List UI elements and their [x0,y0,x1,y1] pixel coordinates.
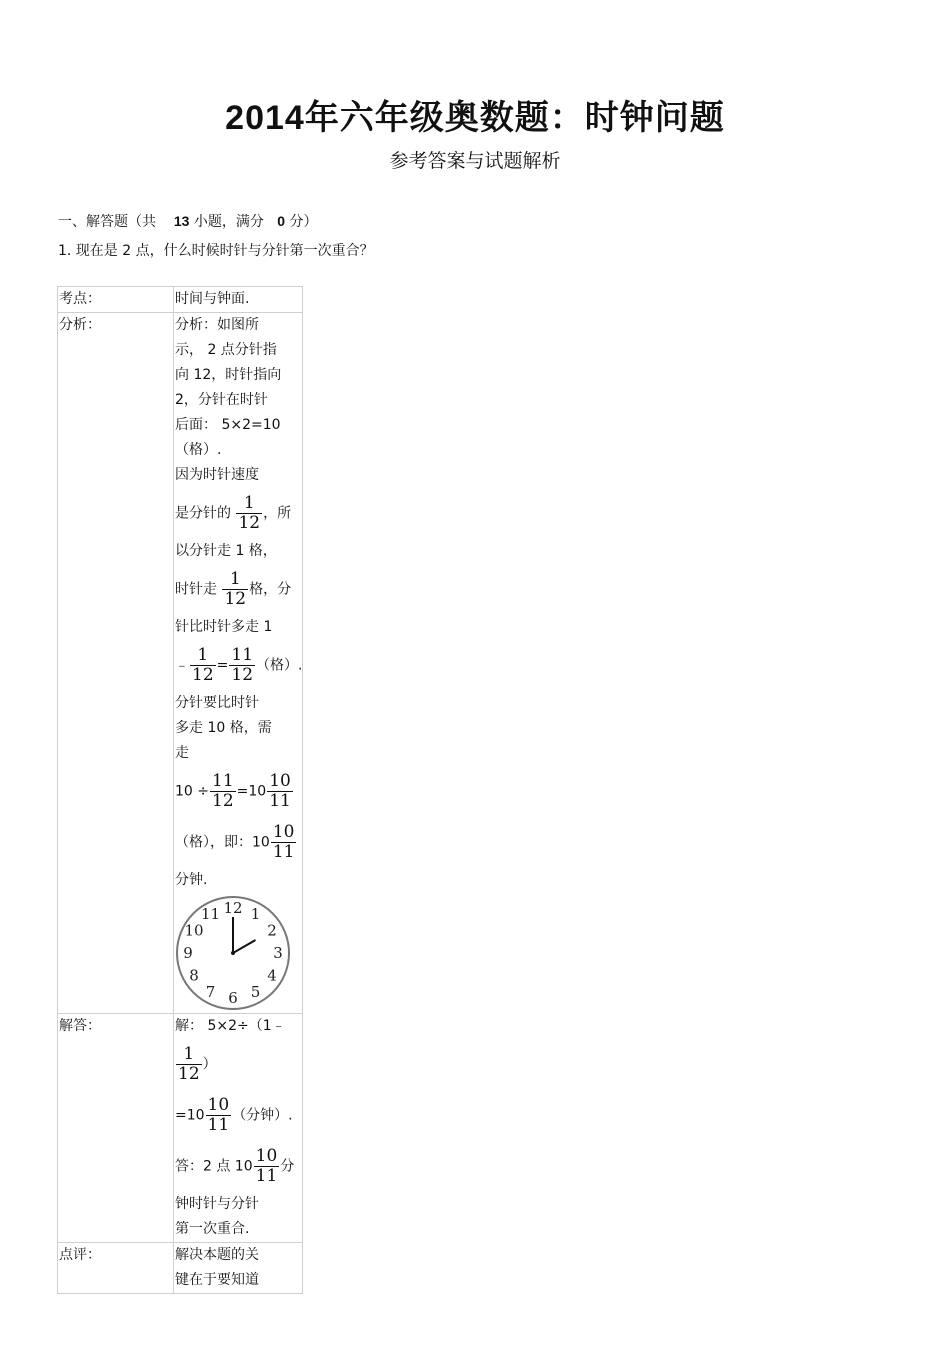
fraction-one-twelfth: $\frac{1}{12}$ [178,1044,200,1084]
analysis-line: 分针要比时针 [175,695,259,711]
section-heading: 一、解答题（共 13 小题，满分 0 分） [58,213,318,230]
analysis-line: 示， 2 点分针指 [175,342,277,358]
clock-number: 2 [267,921,277,940]
question-count: 13 [173,213,190,229]
fraction-ten-elevenths: $\frac{10}{11}$ [269,771,291,811]
analysis-line: 走 [175,745,189,761]
title-text: 年六年级奥数题：时钟问题 [304,98,725,138]
fraction-ten-elevenths: $\frac{10}{11}$ [207,1095,230,1135]
solution-line: 第一次重合. [175,1221,250,1237]
value-fenxi [174,313,303,1014]
analysis-line: 以分针走 1 格， [175,543,277,559]
comment-line: 键在于要知道 [175,1272,259,1288]
clock-number: 7 [205,983,216,1001]
clock-number: 5 [250,983,261,1001]
analysis-line: 时针走 $\frac{1}{12}$ 格，分 [175,569,292,609]
analysis-line: （格）. [175,442,222,458]
analysis-line: 2，分针在时针 [175,392,268,408]
label-fenxi: 分析： [58,313,174,1014]
row-fenxi [58,313,303,1014]
analysis-line: ﹣ $\frac{1}{12}$ = $\frac{11}{12}$ （格）. [175,645,303,685]
analysis-line: （格），即：10 $\frac{10}{11}$ [175,822,295,862]
page-title [0,90,950,139]
solution-line: $\frac{1}{12}$ ） [178,1044,217,1084]
value-dianping [174,1243,303,1294]
clock-center [231,951,235,955]
title-year: 2014 [225,99,305,137]
analysis-line: 多走 10 格，需 [175,720,272,736]
solution-line: 解： 5×2÷（1﹣ [175,1018,286,1034]
clock-number: 12 [223,899,243,917]
clock-diagram [175,895,293,1013]
fraction-ten-elevenths: $\frac{10}{11}$ [255,1146,278,1186]
clock-number: 4 [267,966,277,985]
analysis-line: 后面： 5×2=10 [175,417,281,433]
fraction-eleven-twelfths: $\frac{11}{12}$ [212,771,234,811]
page-subtitle: 参考答案与试题解析 [389,150,561,172]
fraction-ten-elevenths: $\frac{10}{11}$ [272,822,295,862]
analysis-line: 向 12，时针指向 [175,367,282,383]
clock-number: 6 [228,989,238,1007]
analysis-line: 是分针的 $\frac{1}{12}$ ，所 [175,493,292,533]
clock-number: 10 [184,921,204,940]
row-jieda [58,1014,303,1243]
value-jieda [174,1014,303,1243]
question-1: 1. 现在是 2 点，什么时候时针与分针第一次重合？ [58,243,374,259]
clock-number: 1 [250,905,261,923]
solution-line: 钟时针与分针 [175,1196,259,1212]
fraction-eleven-twelfths: $\frac{11}{12}$ [231,645,254,685]
fraction-one-twelfth: $\frac{1}{12}$ [238,493,261,533]
clock-number: 11 [200,905,221,923]
row-dianping [58,1243,303,1294]
row-kaodian [58,287,303,313]
analysis-line: 因为时针速度 [175,467,259,483]
fraction-one-twelfth: $\frac{1}{12}$ [192,645,214,685]
solution-line: 答：2 点 10 $\frac{10}{11}$ 分 [175,1146,295,1186]
answer-table [57,286,303,1294]
clock-number: 9 [183,944,193,962]
analysis-line: 分析：如图所 [175,317,259,333]
clock-number: 3 [273,944,283,962]
solution-line: =10 $\frac{10}{11}$ （分钟）. [175,1095,293,1135]
analysis-line: 10 ÷ $\frac{11}{12}$ =10 $\frac{10}{11}$ [175,771,291,811]
value-kaodian: 时间与钟面. [174,287,303,313]
fraction-one-twelfth: $\frac{1}{12}$ [224,569,247,609]
clock-number: 8 [189,966,199,985]
label-kaodian: 考点： [58,287,174,313]
label-dianping: 点评： [58,1243,174,1294]
label-jieda: 解答： [58,1014,174,1243]
clock-hour-hand [233,940,256,953]
analysis-line: 分钟. [175,872,208,888]
comment-line: 解决本题的关 [175,1247,259,1263]
analysis-line: 针比时针多走 1 [175,619,273,635]
total-score: 0 [277,213,285,229]
